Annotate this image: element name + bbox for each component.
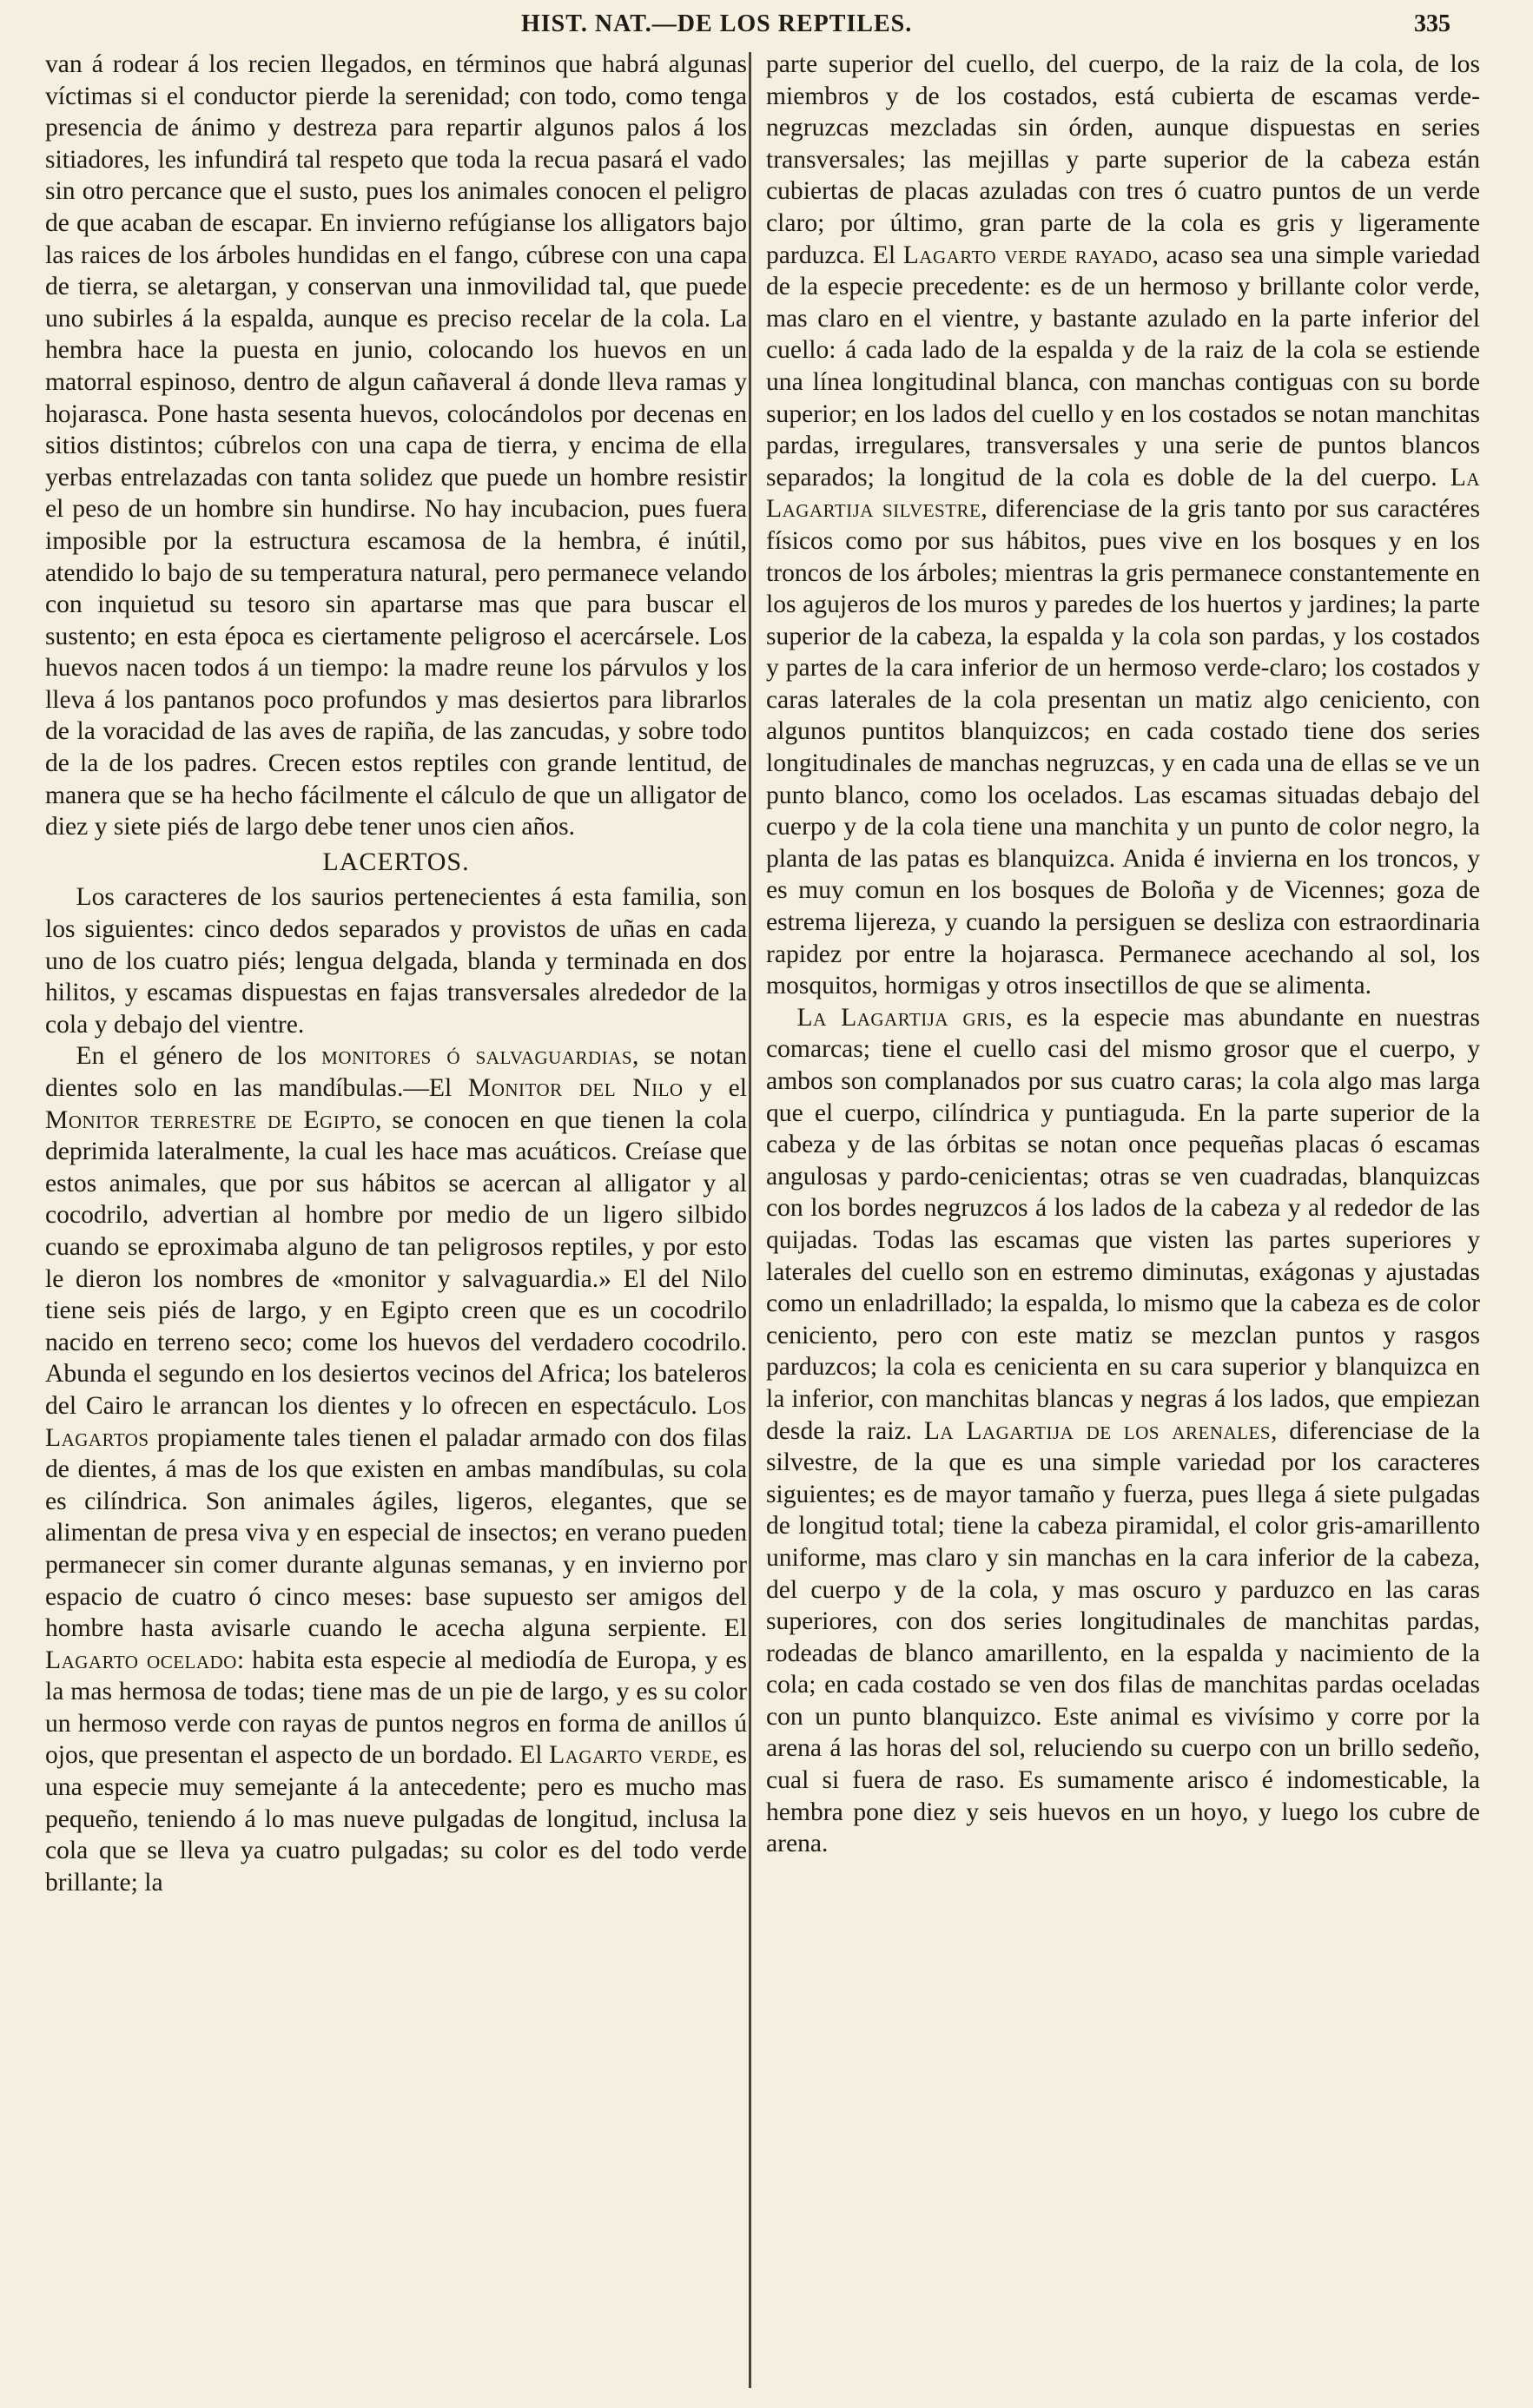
text-run: propiamente tales tienen el paladar armado con dos filas de dientes, á mas de los que existen en ambas mandíbulas, su cola es cilíndrica. Son animales ágiles, ligeros, elegantes, que se alimentan de presa viva y en especial de insectos; en verano pueden permanecer sin comer durante algunas semanas, y en invierno por espacio de cuatro ó cinco meses: base supuesto ser amigos del hombre hasta avisarle cuando le acecha alguna serpiente. El	[45, 1423, 747, 1643]
paragraph: van á rodear á los recien llegados, en términos que habrá algunas víctimas si el conductor pierde la serenidad; con todo, como tenga presencia de ánimo y destreza para repartir algunos palos á los sitiadores, les infundirá tal respeto que toda la recua pasará el vado sin otro percance que el susto, pues los animales conocen el peligro de que acaban de escapar. En invierno refúgianse los alligators bajo las raices de los árboles hundidas en el fango, cúbrese con una capa de tierra, se aletargan, y conservan una inmovilidad tal, que puede uno subirles á la espalda, aunque es preciso recelar de la cola. La hembra hace la puesta en junio, colocando los huevos en un matorral espinoso, dentro de algun cañaveral á donde lleva ramas y hojarasca. Pone hasta sesenta huevos, colocándolos por decenas en sitios distintos; cúbrelos con una capa de tierra, y encima de ella yerbas entrelazadas con tanta solidez que puede un hombre resistir el peso de un hombre sin hundirse. No hay incubacion, pues fuera imposible por la estructura escamosa de la hembra, é inútil, atendido lo bajo de su temperatura natural, pero permanece velando con inquietud su tesoro sin apartarse mas que para buscar el sustento; en esta época es ciertamente peligroso el acercársele. Los huevos nacen todos á un tiempo: la madre reune los párvulos y los lleva á los pantanos poco profundos y mas desiertos para librarlos de la voracidad de las aves de rapiña, de las zancudas, y sobre todo de la de los padres. Crecen estos reptiles con grande lentitud, de manera que se ha hecho fácilmente el cálculo de que un alligator de diez y siete piés de largo debe tener unos cien años.	[45, 50, 747, 841]
term-small-caps: Monitor terrestre de Egipto	[45, 1105, 375, 1134]
paragraph	[766, 1002, 1480, 1860]
term-small-caps: La Lagartija silvestre	[766, 463, 1480, 524]
text-run: : habita esta especie al mediodía de Europa, y es la mas hermosa de todas; tiene mas de un pie de largo, y es su color un hermoso verde con rayas de puntos negros en forma de anillos ú ojos, que presentan el aspecto de un bordado. El	[45, 1646, 748, 1770]
text-run: , se notan dientes solo en las mandíbulas.—El	[45, 1042, 747, 1102]
page-header	[0, 10, 1533, 49]
paragraph	[45, 1040, 747, 1898]
text-run: , diferenciase de la gris tanto por sus caractéres físicos como por sus hábitos, pues vive en los bosques y en los troncos de los árboles; mientras la gris permanece constantemente en los agujeros de los muros y paredes de los huertos y jardines; la parte superior de la cabeza, la espalda y la cola son pardas, y los costados y partes de la cara inferior de un hermoso verde-claro; los costados y caras laterales de la cola presentan un matiz algo ceniciento, con algunos puntitos blanquizcos; en cada costado tiene dos series longitudinales de manchas negruzcas, y en cada una de ellas se ve un punto blanco, como los ocelados. Las escamas situadas debajo del cuerpo y de la cola tiene una manchita y un punto de color negro, la planta de las patas es blanquizca. Anida é invierna en los troncos, y es muy comun en los bosques de Boloña y de Vicennes; goza de estrema lijereza, y cuando la persiguen se desliza con estraordinaria rapidez por entre la hojarasca. Permanece acechando al sol, los mosquitos, hormigas y otros insectillos de que se alimenta.	[766, 495, 1480, 1000]
term-small-caps: Lagarto ocelado	[45, 1646, 237, 1674]
text-run: , diferenciase de la silvestre, de la que es una simple variedad por los caracteres siguientes; es de mayor tamaño y fuerza, pues llega á siete pulgadas de longitud total; tiene la cabeza piramidal, el color gris-amarillento uniforme, mas claro y sin manchas en la cara inferior de la cabeza, del cuerpo y de la cola, y mas oscuro y parduzco en las caras superiores, con dos series longitudinales de manchitas pardas, rodeadas de blanco amarillento, en la espalda y nacimiento de la cola; en cada costado se ven dos filas de manchitas pardas oceladas con un punto blanquizco. Este animal es vivísimo y corre por la arena á las horas del sol, reluciendo su cuerpo con un brillo sedeño, cual si fuera de raso. Es sumamente arisco é indomesticable, la hembra pone diez y seis huevos en un hoyo, y luego los cubre de arena.	[766, 1416, 1480, 1858]
term-small-caps: monitores ó salvaguardias	[321, 1042, 633, 1071]
term-small-caps: La Lagartija gris	[796, 1003, 1007, 1032]
text-run: y el	[683, 1074, 748, 1102]
text-run: , acaso sea una simple variedad de la especie precedente: es de un hermoso y brillante color verde, mas claro en el vientre, y bastante azulado en la parte inferior del cuello: á cada lado de la espalda y de la raiz de la cola se estiende una línea longitudinal blanca, con manchas contiguas con su borde superior; en los lados del cuello y en los costados se notan manchitas pardas, irregulares, transversales y una serie de puntos blancos separados; la longitud de la cola es doble de la del cuerpo.	[766, 241, 1480, 491]
paragraph: Los caracteres de los saurios pertenecientes á esta familia, son los siguientes: cinco dedos separados y provistos de uñas en cada uno de los cuatro piés; lengua delgada, blanda y terminada en dos hilitos, y escamas dispuestas en fajas transversales alrededor de la cola y debajo del vientre.	[45, 883, 747, 1039]
term-small-caps: Lagarto verde	[549, 1741, 713, 1770]
text-run: , es la especie mas abundante en nuestras comarcas; tiene el cuello casi del mismo grosor que el cuerpo, y ambos son complanados por sus cuatro caras; la cola algo mas larga que el cuerpo, cilíndrica y puntiaguda. En la parte superior de la cabeza y de las órbitas se notan once pequeñas placas ó escamas angulosas y pardo-cenicientas; otras se ven cuadradas, blanquizcas con los bordes negruzcos á los lados de la cabeza y al rededor de las quijadas. Todas las escamas que visten las partes superiores y laterales del cuello son en estremo diminutas, exágonas y ajustadas como un enladrillado; la espalda, lo mismo que la cabeza es de color ceniciento, pero con este matiz se mezclan puntos y rasgos parduzcos; la cola es cenicienta en su cara superior y blanquizca en la inferior, con manchitas blancas y negras á los lados, que empiezan desde la raiz.	[766, 1003, 1480, 1445]
page-number: 335	[1414, 10, 1450, 37]
term-small-caps: Los Lagartos	[45, 1391, 747, 1452]
section-heading: LACERTOS.	[322, 847, 470, 876]
column-divider	[749, 52, 751, 2388]
running-head: HIST. NAT.—DE LOS REPTILES.	[521, 10, 913, 37]
term-small-caps: Lagarto verde rayado	[902, 241, 1153, 269]
right-column	[766, 49, 1480, 1860]
text-run: parte superior del cuello, del cuerpo, de la raiz de la cola, de los miembros y de los costados, está cubierta de escamas verde-negruzcas mezcladas sin órden, aunque dispuestas en series transversales; las mejillas y parte superior de la cabeza están cubiertas de placas azuladas con tres ó cuatro puntos de un verde claro; por último, gran parte de la cola es gris y ligeramente parduzca. El	[766, 50, 1480, 269]
text-run: , es una especie muy semejante á la antecedente; pero es mucho mas pequeño, teniendo á lo mas nueve pulgadas de longitud, inclusa la cola que se lleva ya cuatro pulgadas; su color es del todo verde brillante; la	[45, 1741, 748, 1897]
term-small-caps: Monitor del Nilo	[467, 1074, 684, 1102]
term-small-caps: La Lagartija de los arenales	[923, 1416, 1272, 1445]
paragraph	[766, 49, 1480, 1002]
text-run: En el género de los	[76, 1042, 322, 1071]
text-run: , se conocen en que tienen la cola deprimida lateralmente, la cual les hace mas acuáticos. Creíase que estos animales, que por sus hábitos se acercan al alligator y al cocodrilo, advertian al hombre por medio de un ligero silbido cuando se eproximaba alguno de tan peligrosos reptiles, y por esto le dieron los nombres de «monitor y salvaguardia.» El del Nilo tiene seis piés de largo, y en Egipto creen que es un cocodrilo nacido en terreno seco; come los huevos del verdadero cocodrilo. Abunda el segundo en los desiertos vecinos del Africa; los bateleros del Cairo le arrancan los dientes y lo ofrecen en espectáculo.	[45, 1105, 747, 1420]
left-column	[45, 49, 747, 1898]
